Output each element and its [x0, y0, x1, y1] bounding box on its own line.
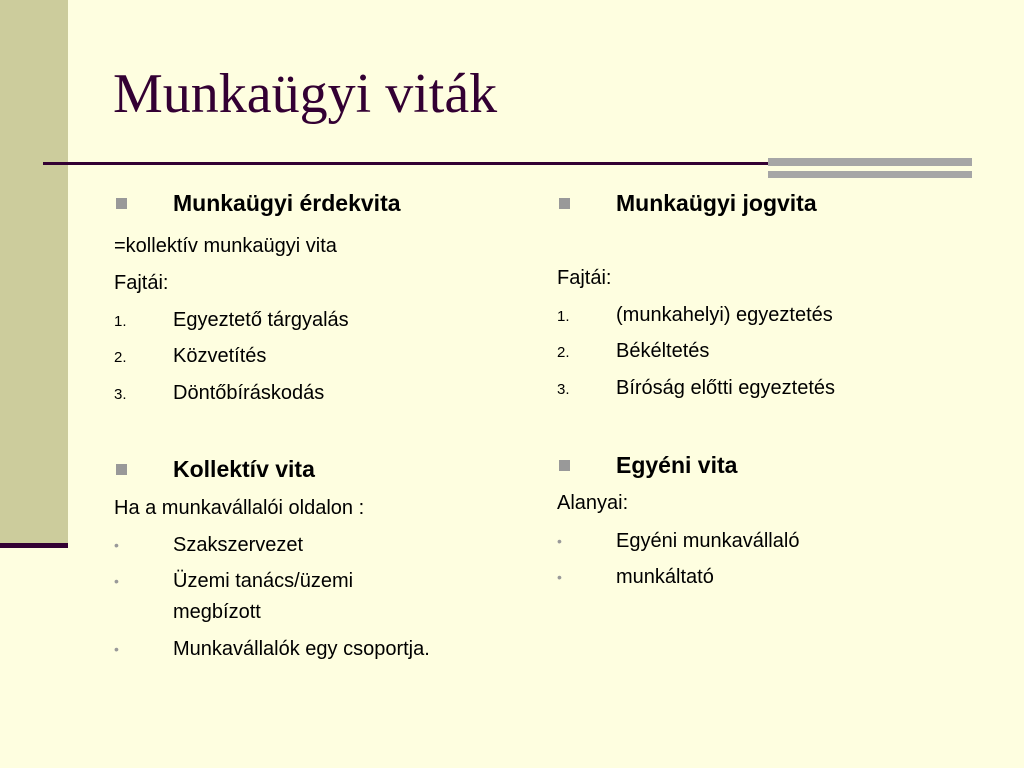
square-bullet-icon — [116, 464, 127, 475]
list-item: Egyeztető tárgyalás — [173, 309, 349, 331]
list-item: Szakszervezet — [173, 534, 304, 556]
list-number: 1. — [557, 308, 570, 325]
section-heading: Egyéni vita — [616, 452, 738, 478]
section-intro: Ha a munkavállalói oldalon : — [114, 497, 365, 519]
dot-bullet-icon: • — [557, 533, 562, 549]
dot-bullet-icon: • — [114, 537, 119, 553]
list-item: munkáltató — [616, 566, 714, 588]
dot-bullet-icon: • — [114, 641, 119, 657]
square-bullet-icon — [116, 198, 127, 209]
list-item: Bíróság előtti egyeztetés — [616, 377, 836, 399]
list-number: 3. — [114, 386, 127, 403]
list-number: 2. — [114, 349, 127, 366]
section-heading: Kollektív vita — [173, 456, 315, 482]
title-decor-bar-top — [768, 158, 972, 166]
square-bullet-icon — [559, 460, 570, 471]
left-accent-rule — [0, 543, 68, 548]
list-item-continuation: megbízott — [173, 601, 261, 623]
dot-bullet-icon: • — [557, 569, 562, 585]
list-number: 2. — [557, 344, 570, 361]
list-item: Békéltetés — [616, 340, 710, 362]
square-bullet-icon — [559, 198, 570, 209]
title-underline — [43, 162, 773, 165]
slide-title: Munkaügyi viták — [113, 63, 498, 125]
list-item: Közvetítés — [173, 345, 267, 367]
list-item: Munkavállalók egy csoportja. — [173, 638, 430, 660]
types-label: Fajtái: — [114, 272, 169, 294]
list-item: Egyéni munkavállaló — [616, 530, 800, 552]
types-label: Fajtái: — [557, 267, 612, 289]
section-heading: Munkaügyi érdekvita — [173, 190, 401, 216]
list-item: Üzemi tanács/üzemi — [173, 570, 354, 592]
title-decor-bar-bottom — [768, 171, 972, 178]
list-number: 3. — [557, 381, 570, 398]
section-intro: Alanyai: — [557, 492, 629, 514]
list-item: (munkahelyi) egyeztetés — [616, 304, 833, 326]
list-number: 1. — [114, 313, 127, 330]
section-subtitle: =kollektív munkaügyi vita — [114, 235, 337, 257]
section-heading: Munkaügyi jogvita — [616, 190, 817, 216]
list-item: Döntőbíráskodás — [173, 382, 325, 404]
left-accent-strip — [0, 0, 68, 545]
dot-bullet-icon: • — [114, 573, 119, 589]
